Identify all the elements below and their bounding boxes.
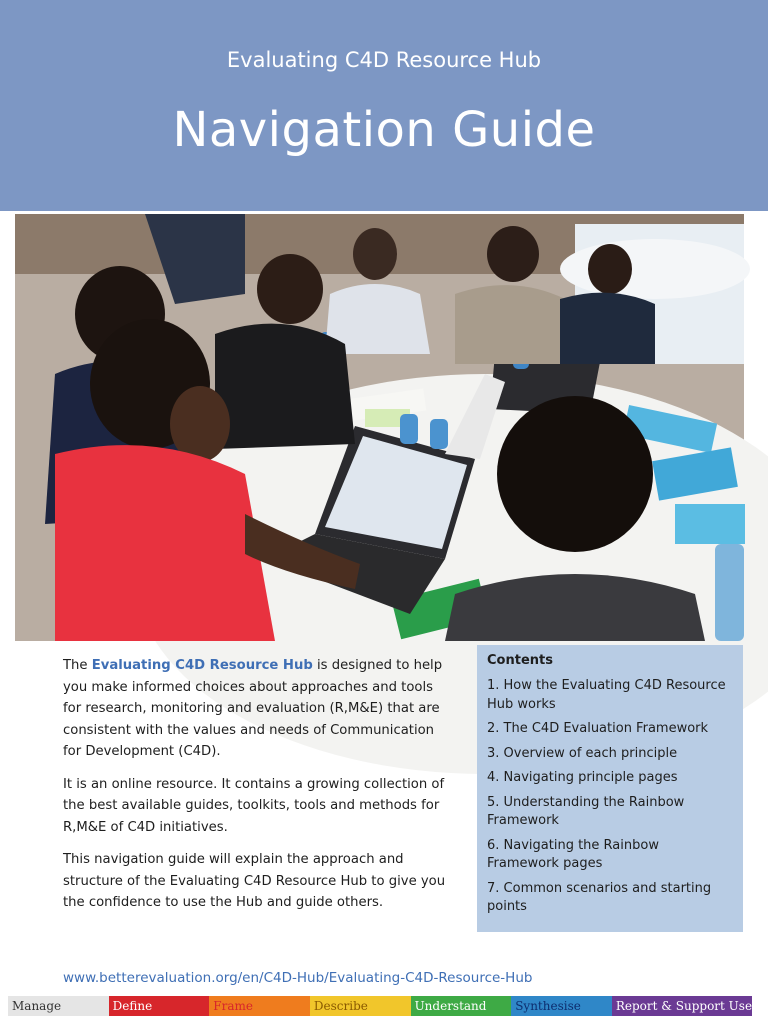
- intro-text: [63, 655, 455, 925]
- hub-link[interactable]: Evaluating C4D Resource Hub: [91, 658, 313, 673]
- hub-url-link[interactable]: www.betterevaluation.org/en/C4D-Hub/Evaluating-C4D-Resource-Hub: [63, 970, 533, 986]
- contents-heading: Contents: [487, 653, 553, 668]
- rainbow-segment-report-support-use: Report & Support Use: [612, 996, 752, 1016]
- intro-p1-rest: is designed to help you make informed choices about approaches and tools for research, monitoring and evaluation (R,M&E) that are consistent with the values and needs of Communication for Development (C4D).: [63, 658, 443, 759]
- contents-item: 3. Overview of each principle: [487, 745, 678, 761]
- rainbow-segment-manage: Manage: [8, 996, 109, 1016]
- header-banner: [0, 0, 768, 211]
- contents-item: 6. Navigating the Rainbow Framework pages: [487, 837, 659, 871]
- rainbow-segment-synthesise: Synthesise: [511, 996, 612, 1016]
- contents-item: 4. Navigating principle pages: [487, 770, 678, 785]
- rainbow-framework-bar: [8, 996, 752, 1016]
- page-title: Navigation Guide: [172, 102, 596, 158]
- intro-prefix: The: [63, 658, 92, 673]
- intro-paragraph-3: This navigation guide will explain the approach and structure of the Evaluating C4D Resource Hub to give you the confidence to use the Hub and guide others.: [63, 852, 446, 910]
- contents-item: 1. How the Evaluating C4D Resource Hub works: [487, 678, 726, 712]
- contents-item: 2. The C4D Evaluation Framework: [487, 721, 709, 736]
- intro-paragraph-2: It is an online resource. It contains a growing collection of the best available guides, toolkits, tools and methods for R,M&E of C4D initiatives.: [63, 776, 445, 835]
- workshop-photo: [15, 214, 744, 641]
- rainbow-segment-frame: Frame: [209, 996, 310, 1016]
- contents-box: [477, 645, 743, 932]
- contents-item: 5. Understanding the Rainbow Framework: [487, 794, 685, 828]
- intro-paragraph-1: [63, 655, 455, 763]
- rainbow-segment-understand: Understand: [411, 996, 512, 1016]
- rainbow-segment-define: Define: [109, 996, 210, 1016]
- contents-list: [487, 677, 733, 917]
- hub-subtitle: Evaluating C4D Resource Hub: [226, 48, 542, 72]
- rainbow-segment-describe: Describe: [310, 996, 411, 1016]
- contents-item: 7. Common scenarios and starting points: [487, 880, 712, 914]
